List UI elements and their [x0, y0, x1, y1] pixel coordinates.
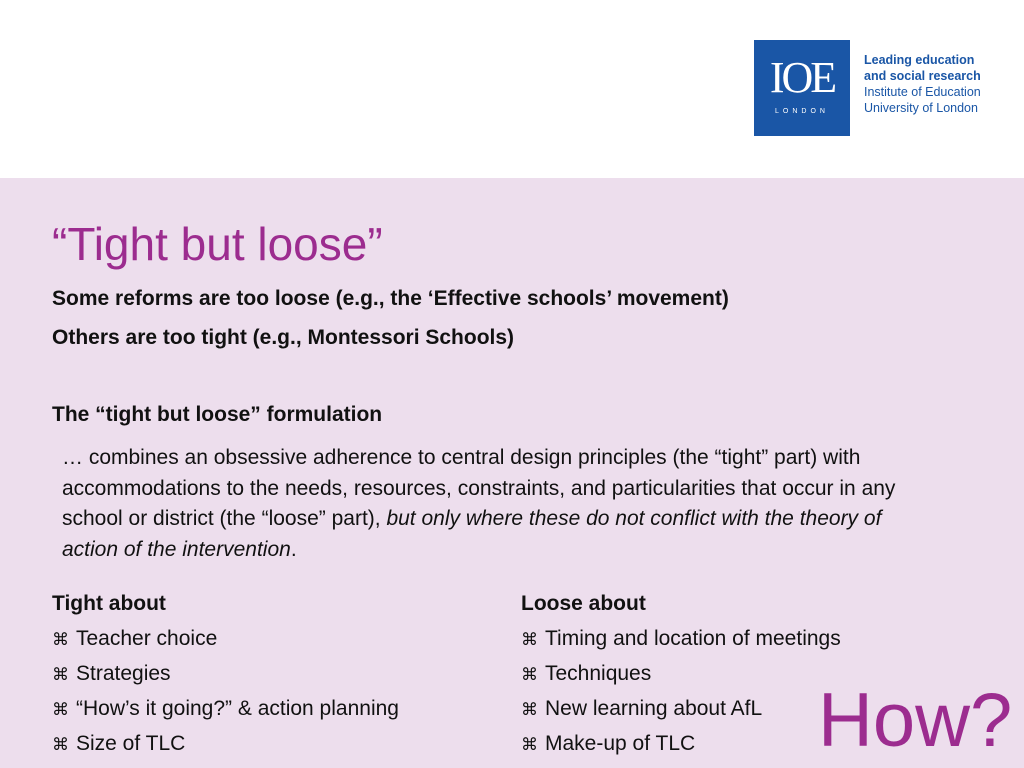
- quote-italic: but only where these do not conflict with the theory of action of the intervention: [62, 507, 882, 561]
- tight-about-heading: Tight about: [52, 592, 166, 615]
- reform-tight-line: Others are too tight (e.g., Montessori Schools): [52, 326, 515, 349]
- logo-line-3: Institute of Education: [864, 85, 981, 99]
- command-icon: ⌘: [521, 700, 538, 719]
- logo-line-4: University of London: [864, 101, 978, 115]
- command-icon: ⌘: [52, 630, 69, 649]
- header: [0, 0, 1024, 178]
- logo-mark: IOE: [769, 53, 835, 102]
- tight-item-label: “How’s it going?” & action planning: [76, 697, 399, 720]
- tight-item: [52, 660, 492, 695]
- tight-item-label: Teacher choice: [76, 627, 218, 650]
- how-callout: How?: [818, 678, 1013, 763]
- slide-title: “Tight but loose”: [52, 218, 383, 270]
- tight-item: [52, 695, 492, 730]
- loose-item-label: Timing and location of meetings: [545, 627, 841, 650]
- loose-item-label: New learning about AfL: [545, 697, 763, 720]
- command-icon: ⌘: [52, 700, 69, 719]
- loose-item: [521, 625, 961, 660]
- loose-item-label: Make-up of TLC: [545, 732, 696, 755]
- ioe-logo: [754, 40, 850, 136]
- command-icon: ⌘: [52, 665, 69, 684]
- reform-loose-line: Some reforms are too loose (e.g., the ‘Effective schools’ movement): [52, 287, 729, 310]
- loose-item-label: Techniques: [545, 662, 652, 685]
- quote-end: .: [290, 537, 297, 561]
- slide-body: [0, 178, 1024, 768]
- logo-line-1: Leading education: [864, 53, 975, 67]
- command-icon: ⌘: [52, 735, 69, 754]
- tight-about-column: [52, 590, 492, 765]
- command-icon: ⌘: [521, 665, 538, 684]
- tight-item-label: Size of TLC: [76, 732, 186, 755]
- command-icon: ⌘: [521, 630, 538, 649]
- formulation-quote: [62, 443, 922, 565]
- tight-item: [52, 730, 492, 765]
- tight-item: [52, 625, 492, 660]
- tight-item-label: Strategies: [76, 662, 171, 685]
- formulation-heading: The “tight but loose” formulation: [52, 403, 383, 426]
- command-icon: ⌘: [521, 735, 538, 754]
- loose-about-heading: Loose about: [521, 592, 646, 615]
- logo-text: [864, 52, 1024, 116]
- quote-plain: … combines an obsessive adherence to central design principles (the “tight” part) with accommodations to the needs, resources, constraints, and particularities that occur in any school or district (the “loose” part),: [62, 446, 896, 530]
- logo-line-2: and social research: [864, 69, 981, 83]
- logo-sub: LONDON: [775, 108, 829, 115]
